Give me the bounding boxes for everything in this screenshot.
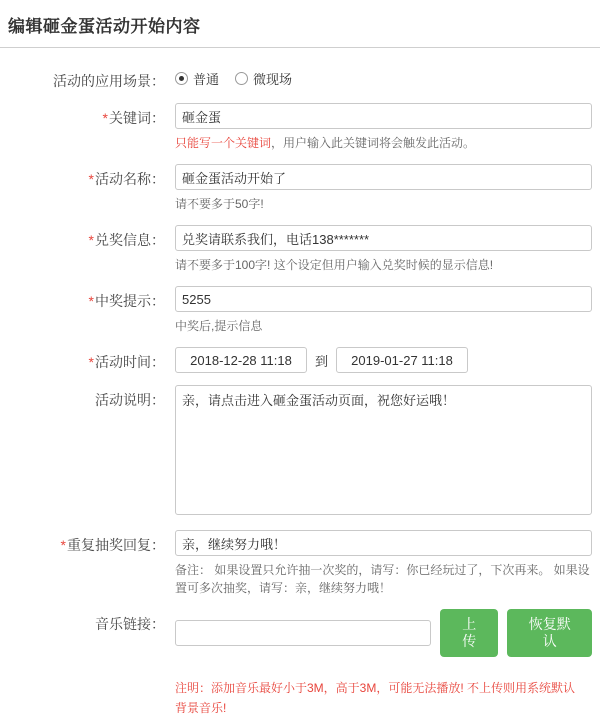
scene-label: 活动的应用场景： <box>53 73 165 89</box>
win-tip-hint: 中奖后,提示信息 <box>175 319 263 333</box>
prize-info-label: *兑奖信息： <box>88 232 165 248</box>
win-tip-input[interactable] <box>175 286 592 312</box>
form-row-prize-info <box>0 225 600 274</box>
required-marker: * <box>88 171 94 187</box>
required-marker: * <box>102 110 108 126</box>
form-row-scene <box>0 66 600 91</box>
page-title: 编辑砸金蛋活动开始内容 <box>0 0 600 48</box>
repeat-reply-label: *重复抽奖回复： <box>60 537 165 553</box>
activity-time-label: *活动时间： <box>88 354 165 370</box>
radio-checked-icon <box>175 72 188 85</box>
description-textarea[interactable] <box>175 385 592 515</box>
scene-radio-live-label: 微现场 <box>253 72 293 87</box>
description-label: 活动说明： <box>95 392 165 408</box>
activity-name-input[interactable] <box>175 164 592 190</box>
edit-activity-form <box>0 48 600 718</box>
date-range-separator: 到 <box>315 353 329 369</box>
activity-name-hint: 请不要多于50字! <box>175 197 264 211</box>
keyword-hint-red: 只能写一个关键词 <box>175 136 272 150</box>
required-marker: * <box>88 293 94 309</box>
activity-end-date-input[interactable] <box>336 347 468 373</box>
keyword-label: *关键词： <box>102 110 165 126</box>
form-row-win-tip <box>0 286 600 335</box>
form-row-music-link <box>0 609 600 657</box>
form-row-repeat-reply <box>0 530 600 597</box>
upload-button[interactable]: 上传 <box>440 609 498 657</box>
keyword-hint-gray: ，用户输入此关键词将会触发此活动。 <box>271 136 476 150</box>
scene-radio-normal-label: 普通 <box>193 72 220 87</box>
required-marker: * <box>60 537 66 553</box>
scene-radio-normal[interactable] <box>175 69 219 88</box>
prize-info-input[interactable] <box>175 225 592 251</box>
win-tip-label: *中奖提示： <box>88 293 165 309</box>
activity-start-date-input[interactable] <box>175 347 307 373</box>
repeat-reply-input[interactable] <box>175 530 592 556</box>
form-row-music-note <box>0 669 600 718</box>
music-link-label: 音乐链接： <box>95 616 165 632</box>
reset-default-button[interactable]: 恢复默认 <box>507 609 592 657</box>
radio-unchecked-icon <box>235 72 248 85</box>
required-marker: * <box>88 232 94 248</box>
scene-radio-group <box>175 66 592 88</box>
form-row-activity-time <box>0 347 600 373</box>
music-link-input[interactable] <box>175 620 431 646</box>
keyword-input[interactable] <box>175 103 592 129</box>
keyword-hint <box>175 134 592 152</box>
activity-name-label: *活动名称： <box>88 171 165 187</box>
prize-info-hint: 请不要多于100字! 这个设定但用户输入兑奖时候的显示信息! <box>175 258 494 272</box>
music-link-note: 注明：添加音乐最好小于3M，高于3M，可能无法播放! 不上传则用系统默认背景音乐! <box>175 680 576 715</box>
activity-time-range <box>175 347 592 373</box>
repeat-reply-hint: 备注： 如果设置只允许抽一次奖的，请写：你已经玩过了，下次再来。 如果设置可多次抽奖，请写：亲，继续努力哦！ <box>175 563 590 595</box>
form-row-keyword <box>0 103 600 152</box>
form-row-activity-name <box>0 164 600 213</box>
required-marker: * <box>88 354 94 370</box>
form-row-description <box>0 385 600 518</box>
scene-radio-live[interactable] <box>235 69 292 88</box>
